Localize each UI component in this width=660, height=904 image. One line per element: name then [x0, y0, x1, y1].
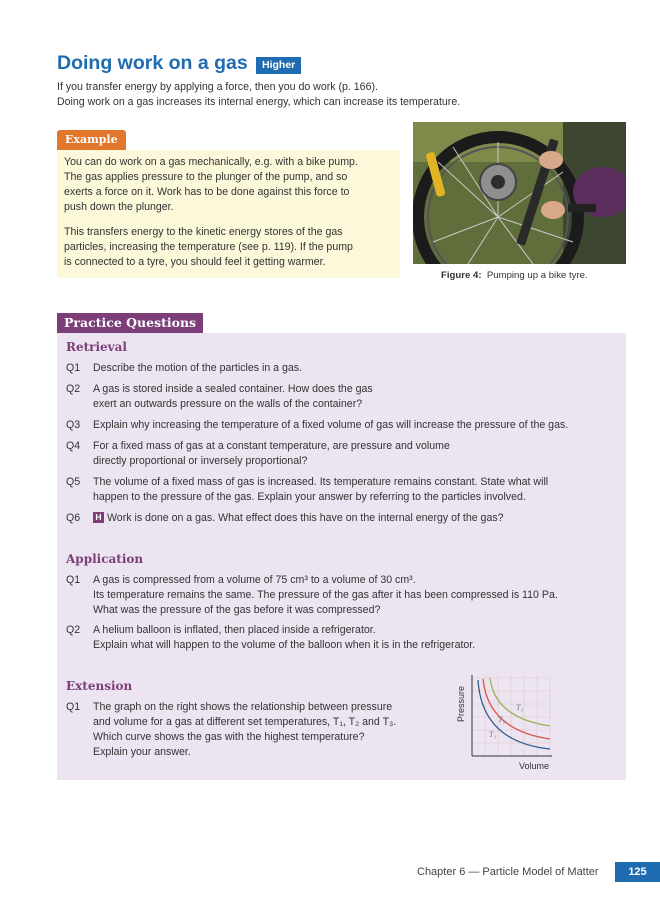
curve-label: T₂	[498, 715, 506, 724]
example-line: push down the plunger.	[64, 201, 174, 213]
intro-line: Doing work on a gas increases its internal energy, which can increase its temperature.	[57, 96, 461, 108]
x-axis-label: Volume	[519, 761, 550, 771]
application-heading: Application	[66, 552, 144, 566]
curve-label: T₃	[516, 703, 524, 712]
pressure-volume-graph	[450, 670, 560, 775]
example-line: exerts a force on it. Work has to be done against this force to	[64, 186, 350, 198]
example-tab: Example	[57, 130, 126, 150]
question-number: Q6	[66, 512, 81, 524]
question-text	[93, 511, 504, 526]
y-axis-label: Pressure	[456, 685, 466, 722]
question-number: Q5	[66, 476, 81, 488]
example-line: The gas applies pressure to the plunger of the pump, and so	[64, 171, 348, 183]
question-text: Explain what will happen to the volume of the balloon when it is in the refrigerator.	[93, 639, 476, 651]
example-paragraph-1	[64, 155, 399, 215]
example-line: This transfers energy to the kinetic energy stores of the gas	[64, 226, 343, 238]
higher-tier-badge: H	[93, 512, 104, 523]
question-text: The volume of a fixed mass of gas is increased. Its temperature remains constant. State what will	[93, 476, 549, 488]
extension-heading: Extension	[66, 679, 133, 693]
figure-caption-text: Pumping up a bike tyre.	[486, 270, 588, 281]
question-text: Its temperature remains the same. The pressure of the gas after it has been compressed is 110 Pa.	[93, 589, 558, 601]
question-text: exert an outwards pressure on the walls of the container?	[93, 398, 363, 410]
practice-questions-tab: Practice Questions	[57, 313, 203, 333]
question-text: Describe the motion of the particles in a gas.	[93, 362, 303, 374]
chapter-footer: Chapter 6 — Particle Model of Matter	[417, 866, 599, 878]
question-number: Q3	[66, 419, 81, 431]
example-line: You can do work on a gas mechanically, e.g. with a bike pump.	[64, 156, 358, 168]
pv-graph-svg	[450, 670, 560, 775]
example-line: is connected to a tyre, you should feel it getting warmer.	[64, 256, 326, 268]
question-text: Which curve shows the gas with the highest temperature?	[93, 731, 365, 743]
higher-badge: Higher	[256, 57, 301, 74]
intro-line: If you transfer energy by applying a force, then you do work (p. 166).	[57, 81, 378, 93]
question-number: Q1	[66, 701, 81, 713]
figure-caption	[441, 270, 588, 281]
question-text: A gas is compressed from a volume of 75 cm³ to a volume of 30 cm³.	[93, 574, 416, 586]
question-text: What was the pressure of the gas before it was compressed?	[93, 604, 381, 616]
page-number: 125	[615, 862, 660, 882]
question-text: happen to the pressure of the gas. Explain your answer by referring to the particles involved.	[93, 491, 526, 503]
question-text: A helium balloon is inflated, then placed inside a refrigerator.	[93, 624, 376, 636]
question-text-body: Work is done on a gas. What effect does this have on the internal energy of the gas?	[107, 512, 504, 524]
bike-pump-photo	[413, 122, 626, 264]
question-number: Q2	[66, 624, 81, 636]
question-text: directly proportional or inversely proportional?	[93, 455, 308, 467]
example-box	[57, 150, 400, 278]
retrieval-heading: Retrieval	[66, 340, 127, 354]
page-title: Doing work on a gas	[57, 52, 248, 74]
figure-label: Figure 4:	[441, 270, 482, 281]
question-number: Q1	[66, 362, 81, 374]
question-text: A gas is stored inside a sealed container. How does the gas	[93, 383, 373, 395]
example-paragraph-2	[64, 225, 399, 270]
question-text: Explain why increasing the temperature of a fixed volume of gas will increase the pressure of the gas.	[93, 419, 569, 431]
example-line: particles, increasing the temperature (see p. 119). If the pump	[64, 241, 353, 253]
intro-text	[57, 80, 460, 110]
bike-pump-illustration	[413, 122, 626, 264]
question-number: Q1	[66, 574, 81, 586]
curve-label: T₁	[489, 730, 497, 739]
question-text: Explain your answer.	[93, 746, 191, 758]
question-text: The graph on the right shows the relationship between pressure	[93, 701, 393, 713]
question-number: Q4	[66, 440, 81, 452]
question-number: Q2	[66, 383, 81, 395]
question-text: For a fixed mass of gas at a constant temperature, are pressure and volume	[93, 440, 450, 452]
question-text: and volume for a gas at different set temperatures, T₁, T₂ and T₃.	[93, 716, 397, 728]
